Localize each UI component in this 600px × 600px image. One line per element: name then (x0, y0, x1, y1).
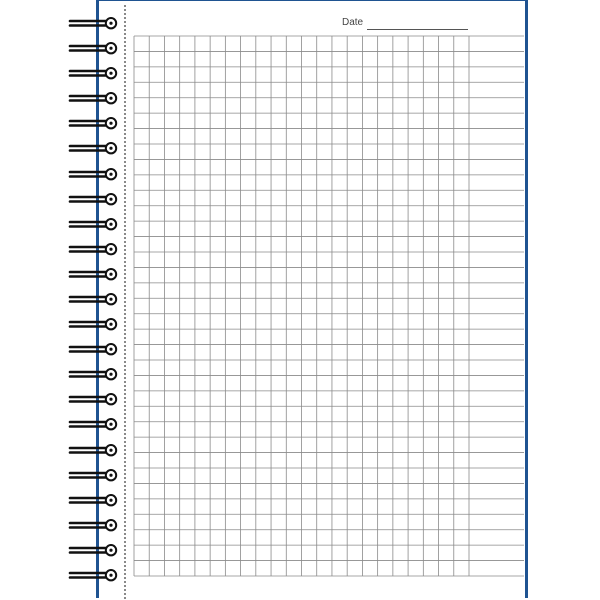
spiral-ring-icon (68, 140, 120, 158)
spiral-ring-icon (68, 291, 120, 309)
spiral-ring-icon (68, 416, 120, 434)
spiral-ring-icon (68, 166, 120, 184)
spiral-ring-icon (68, 40, 120, 58)
spiral-ring-icon (68, 341, 120, 359)
spiral-ring-icon (68, 492, 120, 510)
spiral-ring-icon (68, 517, 120, 535)
spiral-ring-icon (68, 542, 120, 560)
spiral-ring-icon (68, 115, 120, 133)
spiral-ring-icon (68, 316, 120, 334)
spiral-ring-icon (68, 366, 120, 384)
date-label: Date (342, 17, 364, 28)
spiral-ring-icon (68, 90, 120, 108)
spiral-ring-icon (68, 391, 120, 409)
spiral-ring-icon (68, 65, 120, 83)
spiral-ring-icon (68, 241, 120, 259)
spiral-ring-icon (68, 567, 120, 585)
spiral-ring-icon (68, 15, 120, 33)
spiral-ring-icon (68, 442, 120, 460)
spiral-ring-icon (68, 216, 120, 234)
spiral-ring-icon (68, 266, 120, 284)
spiral-ring-icon (68, 467, 120, 485)
spiral-ring-icon (68, 191, 120, 209)
